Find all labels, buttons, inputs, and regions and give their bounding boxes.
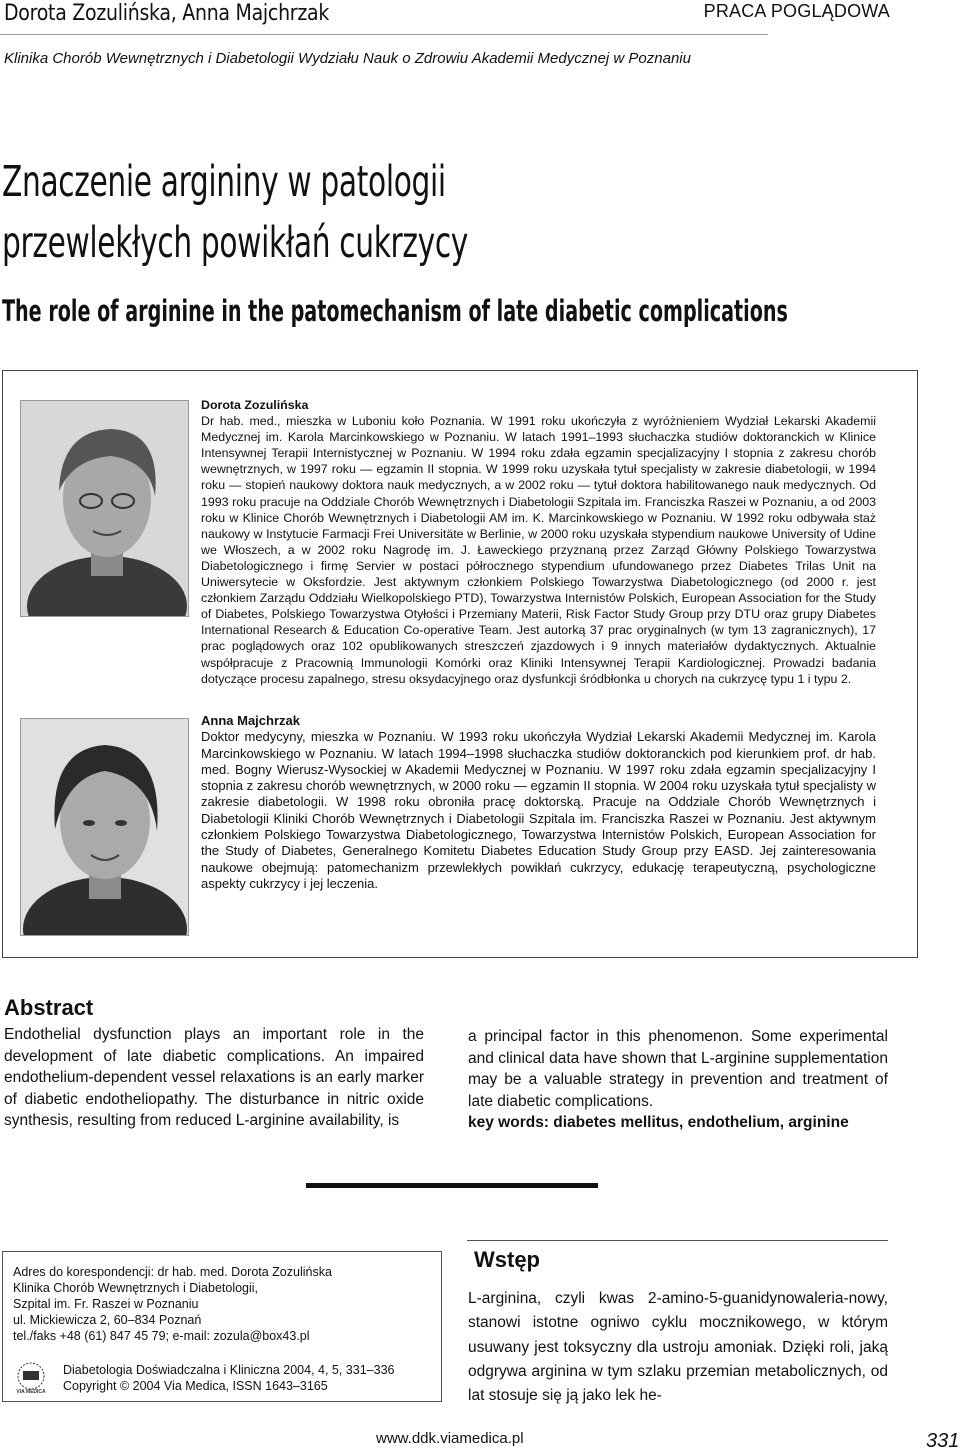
intro-divider <box>467 1240 888 1241</box>
journal-citation <box>63 1362 394 1394</box>
correspondence-address: Adres do korespondencji: dr hab. med. Dorota Zozulińska Klinika Chorób Wewnętrznych i Diabetologii, Szpital im. Fr. Raszei w Poznaniu ul. Mickiewicza 2, 60–834 Poznań tel./faks +48 (61) 847 45 79; e-mail: zozula@box43.pl <box>13 1265 332 1343</box>
author-photo-zozulinska <box>20 400 189 617</box>
journal-line1: Diabetologia Doświadczalna i Kliniczna 2004, 4, 5, 331–336 <box>63 1363 395 1377</box>
bio-text: Doktor medycyny, mieszka w Poznaniu. W 1993 roku ukończyła Wydział Lekarski Akademii Medycznej im. Karola Marcinkowskiego w Poznaniu. W latach 1994–1998 słuchaczka studiów doktoranckich pod kierunkiem prof. dr hab. med. Bogny Wierusz-Wysockiej w Akademii Medycznej w Poznaniu. W 1997 roku zdała egzamin specjalizacyjny I stopnia z zakresu chorób wewnętrznych, w 2000 roku — egzamin II stopnia. W 2004 roku uzyskała tytuł specjalisty w zakresie diabetologii. W 1998 roku obroniła pracę doktorską. Pracuje na Oddziale Chorób Wewnętrznych i Diabetologii Kliniki Chorób Wewnętrznych i Diabetologii Szpitala im. Franciszka Raszei w Poznaniu. Jest aktywnym członkiem Polskiego Towarzystwa Diabetologicznego, Towarzystwa Internistów Polskich, European Association for the Study of Diabetes, Generalnego Komitetu Diabetes Education Study Group przy EASD. Jej zainteresowania naukowe obejmują: patomechanizm przewlekłych powikłań cukrzycy, edukację terapeutyczną, psychologiczne aspekty cukrzycy i jej leczenia. <box>201 729 876 891</box>
abstract-heading: Abstract <box>4 995 94 1020</box>
title-polish <box>2 152 468 274</box>
bio-majchrzak <box>201 713 876 892</box>
header-authors: Dorota Zozulińska, Anna Majchrzak <box>4 1 330 26</box>
title-polish-line2: przewlekłych powikłań cukrzycy <box>2 218 469 268</box>
author-photo-majchrzak <box>20 718 189 936</box>
abstract-text: a principal factor in this phenomenon. Some experimental and clinical data have shown that L-arginine supplementation may be a valuable strategy in prevention and treatment of late diabetic complications. <box>468 1028 888 1110</box>
bio-text: Dr hab. med., mieszka w Luboniu koło Poznania. W 1991 roku ukończyła z wyróżnieniem Wydział Lekarski Akademii Medycznej im. Karola Marcinkowskiego w Poznaniu. W latach 1991–1993 słuchaczka studiów doktoranckich w Klinice Intensywnej Terapii Internistycznej w Poznaniu. W 1994 roku zdała egzamin specjalizacyjny I stopnia z zakresu chorób wewnętrznych, w 1997 roku — egzamin II stopnia. W 1999 roku uzyskała tytuł specjalisty w zakresie diabetologii, w 1994 roku — stopień naukowy doktora nauk medycznych, a w 2002 roku — tytuł doktora habilitowanego nauk medycznych. Od 1993 roku pracuje na Oddziale Chorób Wewnętrznych i Diabetologii Szpitala im. Franciszka Raszei w Poznaniu, a od 2003 roku w Klinice Chorób Wewnętrznych i Diabetologii AM im. K. Marcinkowskiego w Poznaniu. W 1992 roku odbywała staż naukowy w Instytucie Farmacji Frei Universitäte w Berlinie, w 2000 roku uzyskała stypendium naukowe University of Udine we Włoszech, a w 2002 roku Nagrodę im. J. Ławeckiego przyznaną przez Zarząd Główny Polskiego Towarzystwa Diabetologicznego i firmę Servier w postaci półrocznego stypendium ufundowanego przez Diabetes Trilas Unit na Uniwersytecie w Oksfordzie. Jest aktywnym członkiem Polskiego Towarzystwa Diabetologicznego (od 2000 r. jest członkiem Zarządu Oddziału Wielkopolskiego PTD), Towarzystwa Internistów Polskich, European Association for the Study of Diabetes, Polskiego Towarzystwa Otyłości i Przemiany Materii, Risk Factor Study Group przy DTU oraz grupy Diabetes International Research & Education Co-operative Team. Jest autorką 37 prac oryginalnych (w tym 13 zagranicznych), 17 prac poglądowych oraz 102 opublikowanych streszczeń zjazdowych i 9 innych materiałów dydaktycznych. Aktualnie współpracuje z Pracownią Immunologii Komórki oraz Kliniki Intensywnej Terapii Kardiologicznej. Prowadzi badania dotyczące procesu zapalnego, stresu oksydacyjnego oraz dysfunkcji śródbłonka u chorych na cukrzycę typu 1 i typu 2. <box>201 414 876 686</box>
footer-url[interactable]: www.ddk.viamedica.pl <box>376 1430 524 1447</box>
via-medica-logo <box>11 1362 51 1396</box>
correspondence-box <box>2 1251 442 1402</box>
intro-text: L-arginina, czyli kwas 2-amino-5-guanidynowaleria-nowy, stanowi istotne ogniwo cyklu mocznikowego, w którym usuwany jest toksyczny dla ustroju amoniak. Dzięki roli, jaką odgrywa arginina w tym szlaku przemian metabolicznych, od lat stosuje się ją jako lek he- <box>468 1290 888 1405</box>
title-english: The role of arginine in the patomechanism of late diabetic complications <box>2 294 788 328</box>
section-separator <box>306 1183 598 1188</box>
intro-heading: Wstęp <box>474 1247 540 1272</box>
article-type: PRACA POGLĄDOWA <box>703 1 890 21</box>
abstract-col2 <box>468 1026 888 1134</box>
affiliation: Klinika Chorób Wewnętrznych i Diabetologii Wydziału Nauk o Zdrowiu Akademii Medycznej w Poznaniu <box>4 50 691 67</box>
svg-text:VIA MEDICA: VIA MEDICA <box>16 1389 46 1395</box>
header-divider <box>0 34 768 35</box>
bio-zozulinska <box>201 397 876 687</box>
keywords: key words: diabetes mellitus, endothelium, arginine <box>468 1114 849 1131</box>
title-polish-line1: Znaczenie argininy w patologii <box>2 157 446 207</box>
bio-name: Dorota Zozulińska <box>201 398 309 412</box>
bio-name: Anna Majchrzak <box>201 713 300 728</box>
abstract-col1: Endothelial dysfunction plays an important role in the development of late diabetic complications. An impaired endothelium-dependent vessel relaxations is an early marker of diabetic endotheliopathy. The disturbance in nitric oxide synthesis, resulting from reduced L-arginine availability, is <box>4 1026 424 1129</box>
copyright-line: Copyright © 2004 Via Medica, ISSN 1643–3165 <box>63 1379 328 1393</box>
page-number: 331 <box>926 1430 960 1452</box>
